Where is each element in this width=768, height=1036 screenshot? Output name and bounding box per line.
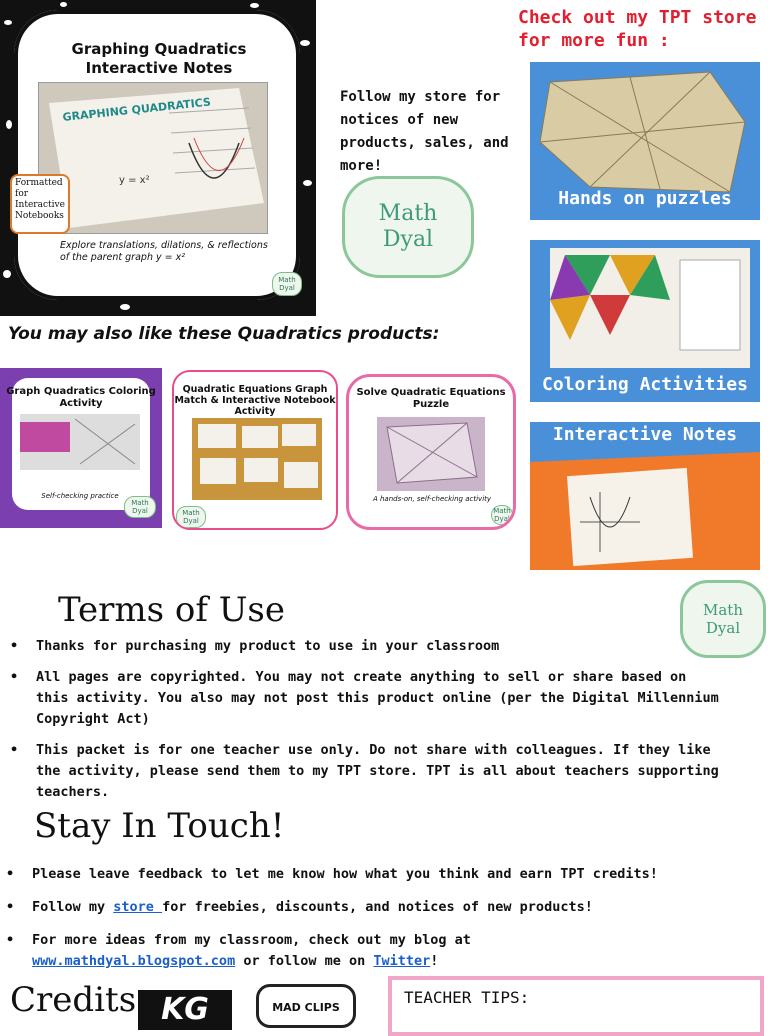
cover-title: Graphing Quadratics Interactive Notes — [71, 40, 247, 77]
stay-item — [0, 930, 740, 972]
logo-line-2: Dyal — [382, 227, 434, 252]
math-dyal-logo[interactable] — [342, 176, 474, 278]
credit-logo-madclips: MAD CLIPS — [256, 984, 356, 1028]
store-header: Check out my TPT store for more fun : — [518, 7, 757, 51]
product-title: Quadratic Equations Graph Match & Interactive Notebook Activity — [174, 384, 336, 417]
terms-item: • Thanks for purchasing my product to use in your classroom — [4, 636, 724, 657]
credit-logo-kg: KG — [138, 990, 232, 1030]
panel-label-notes: Interactive Notes — [552, 424, 738, 445]
product-badge: Math Dyal — [491, 505, 513, 525]
also-like-heading: You may also like these Quadratics products: — [8, 324, 440, 344]
product-caption: Self-checking practice — [41, 492, 119, 500]
svg-text:y = x²: y = x² — [119, 175, 150, 186]
teacher-tips-heading: TEACHER TIPS: — [404, 988, 530, 1007]
store-panel-notes[interactable] — [530, 422, 760, 570]
terms-item: • All pages are copyrighted. You may not create anything to sell or share based on this activity. You also may not post this product online (per the Digital Millennium Copyright Act) — [4, 667, 724, 730]
product-badge: Math Dyal — [176, 506, 206, 528]
terms-heading: Terms of Use — [58, 590, 285, 630]
cover-caption: Explore translations, dilations, & reflections of the parent graph y = x² — [60, 240, 268, 263]
follow-text: Follow my store for notices of new products, sales, and more! — [340, 89, 509, 174]
stay-item: • Please leave feedback to let me know how what you think and earn TPT credits! — [0, 864, 740, 885]
stay-text: Follow my — [32, 899, 114, 915]
svg-text:GRAPHING QUADRATICS: GRAPHING QUADRATICS — [61, 95, 212, 124]
stay-heading: Stay In Touch! — [34, 806, 285, 846]
blog-link[interactable]: www.mathdyal.blogspot.com — [32, 953, 236, 969]
product-title: Graph Quadratics Coloring Activity — [6, 386, 156, 409]
terms-item: • This packet is for one teacher use only. Do not share with colleagues. If they like the activity, please send them to my TPT store. TPT is all about teachers supporting teachers. — [4, 740, 724, 803]
stay-text: ! — [430, 953, 439, 969]
panel-label-puzzles: Hands on puzzles — [558, 188, 732, 209]
cover-badge: Math Dyal — [272, 272, 302, 296]
stay-text: or follow me on — [235, 953, 374, 969]
teacher-tips-box — [388, 976, 764, 1036]
cover-photo — [38, 82, 268, 234]
product-card-coloring[interactable] — [0, 368, 162, 528]
stay-item — [0, 897, 740, 918]
store-panel-coloring[interactable] — [530, 240, 760, 402]
stay-list — [0, 864, 740, 972]
notebook-note: Formatted for Interactive Notebooks — [10, 174, 70, 234]
product-card-puzzle[interactable] — [346, 374, 516, 530]
credits-heading: Credits — [10, 980, 137, 1020]
twitter-link[interactable]: Twitter — [373, 953, 431, 969]
stay-text: for freebies, discounts, and notices of new products! — [162, 899, 593, 915]
terms-list — [4, 636, 724, 803]
store-panel-puzzles[interactable] — [530, 62, 760, 220]
product-cover — [0, 0, 316, 316]
stay-text: For more ideas from my classroom, check out my blog at — [32, 932, 471, 948]
store-link[interactable]: store — [113, 899, 163, 915]
product-caption: A hands-on, self-checking activity — [372, 495, 492, 503]
logo-line-1: Math — [703, 601, 743, 619]
panel-label-coloring: Coloring Activities — [542, 374, 748, 395]
logo-line-1: Math — [378, 201, 438, 226]
product-badge: Math Dyal — [124, 496, 156, 518]
logo-line-2: Dyal — [705, 619, 741, 637]
product-card-graph-match[interactable] — [172, 370, 338, 530]
product-title: Solve Quadratic Equations Puzzle — [356, 387, 506, 410]
